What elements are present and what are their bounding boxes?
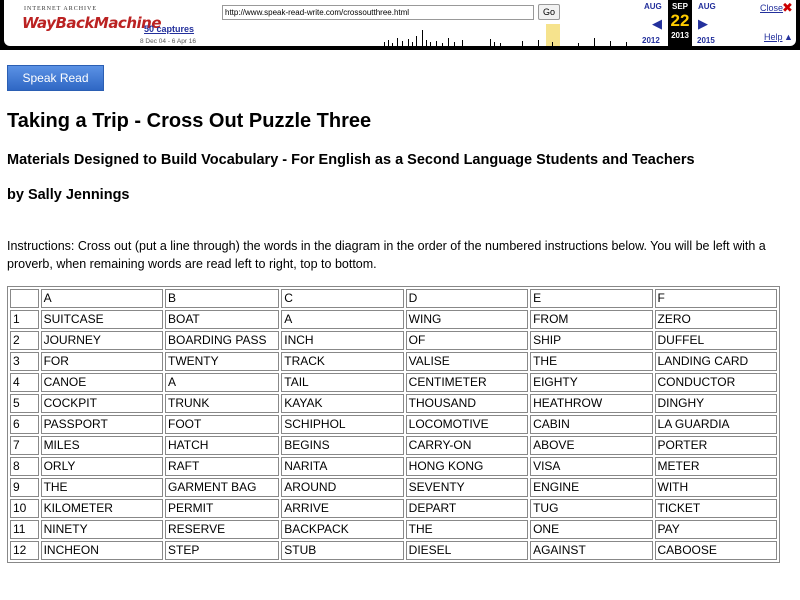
table-cell: AGAINST [530,541,652,560]
table-row [10,331,777,350]
next-capture-arrow-icon[interactable]: ▶ [698,16,708,31]
row-number: 8 [10,457,39,476]
table-header-row [10,289,777,308]
column-header: A [41,289,163,308]
table-cell: RAFT [165,457,279,476]
table-cell: THOUSAND [406,394,528,413]
table-cell: ONE [530,520,652,539]
wayback-url-input[interactable] [222,5,534,20]
table-cell: FROM [530,310,652,329]
capture-tick [397,38,398,46]
current-capture-date [668,0,692,46]
table-row [10,478,777,497]
table-cell: SEVENTY [406,478,528,497]
row-number: 3 [10,352,39,371]
table-cell: THE [41,478,163,497]
capture-tick [454,42,455,46]
table-cell: LA GUARDIA [655,415,777,434]
cross-out-puzzle-table [7,286,780,563]
table-cell: CONDUCTOR [655,373,777,392]
table-row [10,310,777,329]
close-link[interactable]: Close [760,3,784,13]
next-month-label[interactable]: AUG [698,2,716,11]
help-link[interactable]: Help [764,32,783,42]
row-number: 6 [10,415,39,434]
capture-tick [422,30,423,46]
table-cell: TUG [530,499,652,518]
captures-link[interactable]: 50 captures [144,24,195,34]
capture-tick [412,42,413,46]
capture-tick [448,38,449,46]
table-cell: COCKPIT [41,394,163,413]
table-cell: TRUNK [165,394,279,413]
wayback-logo-top: INTERNET ARCHIVE [24,6,98,12]
column-header: B [165,289,279,308]
table-cell: SHIP [530,331,652,350]
table-cell: A [165,373,279,392]
row-number: 5 [10,394,39,413]
table-cell: WING [406,310,528,329]
table-cell: RESERVE [165,520,279,539]
table-cell: STUB [281,541,403,560]
table-cell: OF [406,331,528,350]
table-cell: VISA [530,457,652,476]
table-cell: ZERO [655,310,777,329]
column-header: C [281,289,403,308]
table-cell: HATCH [165,436,279,455]
table-cell: CABIN [530,415,652,434]
capture-tick [384,42,385,46]
next-year-label[interactable]: 2015 [697,36,715,45]
table-cell: MILES [41,436,163,455]
capture-tick [538,40,539,46]
capture-tick [490,39,491,46]
table-cell: SUITCASE [41,310,163,329]
table-row [10,436,777,455]
table-cell: INCHEON [41,541,163,560]
collapse-toolbar-icon[interactable]: ▲ [784,32,793,42]
capture-tick [416,36,417,46]
table-cell: PASSPORT [41,415,163,434]
table-cell: CENTIMETER [406,373,528,392]
wayback-toolbar [0,0,800,50]
prev-month-label[interactable]: AUG [644,2,662,11]
close-icon[interactable]: ✖ [782,0,793,15]
table-row [10,520,777,539]
table-cell: JOURNEY [41,331,163,350]
capture-tick [430,42,431,46]
row-number: 11 [10,520,39,539]
table-cell: AROUND [281,478,403,497]
table-row [10,541,777,560]
table-cell: KAYAK [281,394,403,413]
row-number: 2 [10,331,39,350]
current-day: 22 [670,11,690,30]
table-cell: ENGINE [530,478,652,497]
table-cell: LANDING CARD [655,352,777,371]
table-cell: CANOE [41,373,163,392]
table-cell: THE [406,520,528,539]
table-row [10,499,777,518]
capture-tick [610,41,611,46]
table-cell: WITH [655,478,777,497]
table-row [10,457,777,476]
current-month: SEP [671,2,688,11]
table-row [10,394,777,413]
table-cell: ORLY [41,457,163,476]
table-cell: TWENTY [165,352,279,371]
author-line: by Sally Jennings [7,187,130,203]
table-cell: TAIL [281,373,403,392]
current-capture-highlight [546,24,560,46]
wayback-logo-name: WayBackMachine [22,14,162,32]
table-cell: BEGINS [281,436,403,455]
capture-tick [408,39,409,46]
capture-tick [500,43,501,46]
capture-tick [392,43,393,46]
page-subtitle: Materials Designed to Build Vocabulary - For English as a Second Language Students and Teachers [7,152,695,168]
table-cell: TICKET [655,499,777,518]
table-cell: CABOOSE [655,541,777,560]
prev-year-label[interactable]: 2012 [642,36,660,45]
table-cell: METER [655,457,777,476]
table-cell: SCHIPHOL [281,415,403,434]
table-cell: DINGHY [655,394,777,413]
row-number: 12 [10,541,39,560]
table-cell: VALISE [406,352,528,371]
column-header: D [406,289,528,308]
table-cell: GARMENT BAG [165,478,279,497]
capture-tick [626,42,627,46]
table-cell: BOARDING PASS [165,331,279,350]
capture-tick [462,40,463,46]
table-cell: ARRIVE [281,499,403,518]
home-button[interactable]: Speak Read Write [7,65,104,91]
instructions-text: Instructions: Cross out (put a line through) the words in the diagram in the order of the numbered instructions below. You will be left with a proverb, when remaining words are read left to right, top to bottom. [7,239,766,271]
capture-tick [436,41,437,46]
capture-tick [402,41,403,46]
row-number: 10 [10,499,39,518]
capture-tick [522,41,523,46]
table-cell: NINETY [41,520,163,539]
prev-capture-arrow-icon[interactable]: ◀ [652,16,662,31]
capture-tick [442,43,443,46]
column-header [10,289,39,308]
current-year: 2013 [671,31,689,40]
capture-tick [552,42,553,46]
table-cell: HEATHROW [530,394,652,413]
row-number: 9 [10,478,39,497]
table-cell: HONG KONG [406,457,528,476]
table-row [10,352,777,371]
table-cell: THE [530,352,652,371]
page-title: Taking a Trip - Cross Out Puzzle Three [7,110,372,132]
capture-tick [426,40,427,46]
table-cell: INCH [281,331,403,350]
row-number: 1 [10,310,39,329]
table-cell: ABOVE [530,436,652,455]
row-number: 7 [10,436,39,455]
table-cell: LOCOMOTIVE [406,415,528,434]
table-row [10,373,777,392]
table-cell: DIESEL [406,541,528,560]
table-cell: CARRY-ON [406,436,528,455]
row-number: 4 [10,373,39,392]
table-cell: FOR [41,352,163,371]
table-cell: KILOMETER [41,499,163,518]
capture-tick [494,42,495,46]
capture-tick [388,40,389,46]
column-header: E [530,289,652,308]
table-cell: FOOT [165,415,279,434]
capture-sparkline[interactable] [222,24,634,46]
column-header: F [655,289,777,308]
table-cell: PORTER [655,436,777,455]
captures-date-range: 8 Dec 04 - 6 Apr 16 [140,38,197,45]
go-button[interactable]: Go [538,4,560,20]
table-cell: BOAT [165,310,279,329]
table-cell: DUFFEL [655,331,777,350]
table-cell: STEP [165,541,279,560]
table-cell: DEPART [406,499,528,518]
table-cell: EIGHTY [530,373,652,392]
table-row [10,415,777,434]
table-cell: PERMIT [165,499,279,518]
capture-tick [578,43,579,46]
wayback-logo[interactable] [18,4,162,38]
table-cell: A [281,310,403,329]
wayback-toolbar-panel [4,0,796,46]
table-cell: NARITA [281,457,403,476]
table-cell: BACKPACK [281,520,403,539]
table-cell: TRACK [281,352,403,371]
table-cell: PAY [655,520,777,539]
capture-tick [594,38,595,46]
